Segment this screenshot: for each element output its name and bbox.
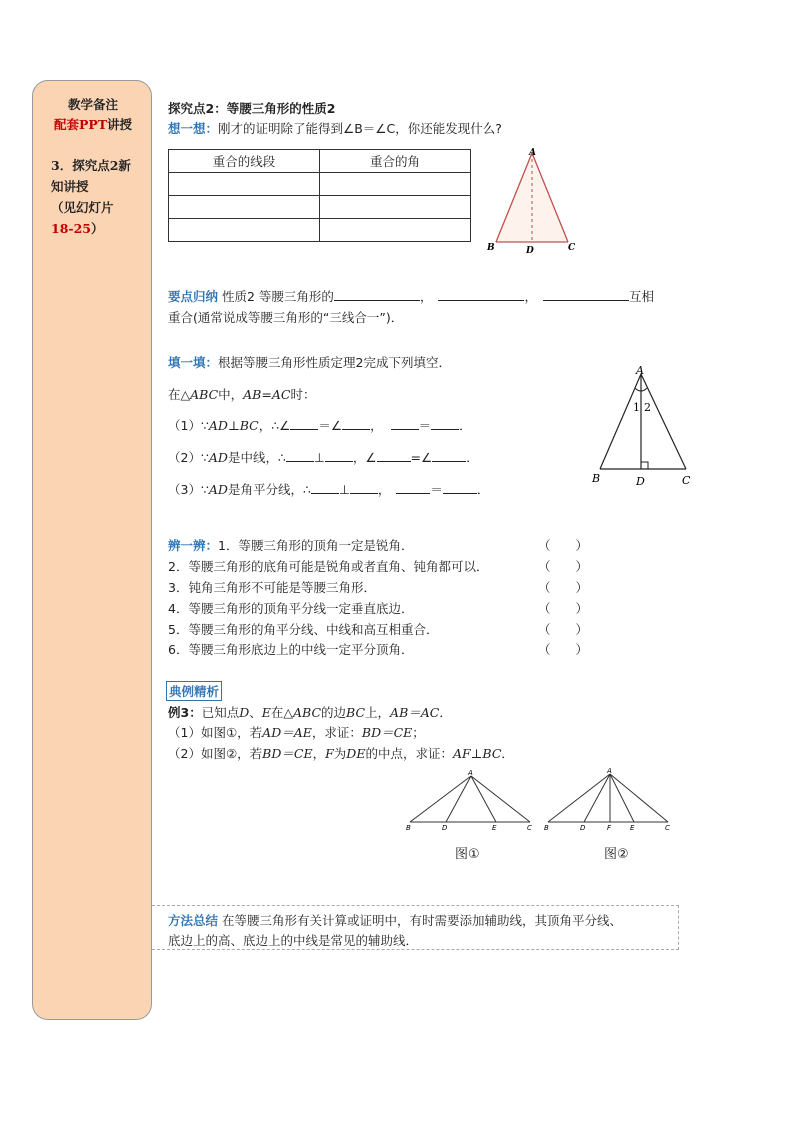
blank[interactable]	[431, 417, 459, 430]
label-b: B	[406, 824, 411, 832]
judge-item-3: 3．钝角三角形不可能是等腰三角形．	[168, 580, 376, 595]
keypoint-sep2: ，	[524, 289, 537, 304]
right-angle-mark	[641, 462, 648, 469]
text: 上，	[365, 705, 391, 720]
think-line	[168, 119, 502, 137]
blank[interactable]	[443, 481, 477, 494]
text: ⊥	[313, 450, 325, 465]
sidebar-title: 教学备注	[67, 97, 118, 112]
keypoint-line2: 重合(通常说成等腰三角形的“三线合一”)．	[168, 310, 404, 325]
table-cell	[169, 196, 320, 219]
summary-text: 在等腰三角形有关计算或证明中，有时需要添加辅助线，其顶角平分线、	[222, 913, 623, 928]
judge-item-6: 6．等腰三角形底边上的中线一定平分顶角．	[168, 642, 414, 657]
text: AD	[208, 482, 228, 497]
isosceles-triangle-figure	[484, 144, 584, 256]
text: ．	[466, 450, 479, 465]
text: （1）如图①，若	[168, 725, 263, 740]
label-c: C	[665, 824, 670, 832]
text: ABC	[190, 387, 219, 402]
text: 的中点，求证：	[365, 746, 453, 761]
text: （3）∵	[168, 482, 209, 497]
text: F	[325, 746, 334, 761]
label-f: F	[607, 824, 612, 832]
side-ac	[641, 374, 686, 469]
text: 的边	[321, 705, 347, 720]
header-angles: 重合的角	[320, 150, 471, 173]
text: 在△	[168, 387, 191, 402]
example-statement	[168, 703, 452, 721]
summary-label: 方法总结	[168, 913, 219, 928]
overlap-table	[168, 149, 471, 242]
label-c: C	[527, 824, 532, 832]
blank[interactable]	[543, 288, 629, 301]
figure-1	[400, 766, 540, 834]
example-part2	[168, 744, 514, 762]
text: AD⊥BC	[208, 418, 259, 433]
answer-paren[interactable]: （ ）	[538, 622, 589, 637]
text: AF⊥BC	[452, 746, 502, 761]
fill-label: 填一填：	[168, 355, 219, 370]
text: ．	[476, 482, 490, 497]
fill-intro	[168, 385, 315, 403]
fill-text: 根据等腰三角形性质定理2完成下列填空．	[218, 355, 451, 370]
fill-q3	[168, 480, 489, 498]
answer-paren[interactable]: （ ）	[538, 559, 589, 574]
segment-ac	[471, 776, 530, 822]
fill-q2	[168, 448, 479, 466]
judge-item-4: 4．等腰三角形的顶角平分线一定垂直底边．	[168, 601, 414, 616]
text: 中，	[218, 387, 244, 402]
text: =∠	[410, 450, 433, 465]
segment-ab	[548, 774, 610, 822]
judge-item-2: 2．等腰三角形的底角可能是锐角或者直角、钝角都可以．	[168, 559, 489, 574]
keypoint-text: 性质2 等腰三角形的	[222, 289, 334, 304]
segment-ad	[584, 774, 610, 822]
text: AB=AC	[243, 387, 291, 402]
table-row	[169, 219, 471, 242]
segment-ac	[610, 774, 668, 822]
label-d: D	[526, 246, 534, 256]
text: 已知点	[201, 705, 240, 720]
sidebar-note-close: ）	[90, 221, 104, 236]
text: ．	[501, 746, 514, 761]
label-a: A	[529, 148, 536, 158]
label-b: B	[544, 824, 549, 832]
label-c: C	[682, 474, 691, 487]
label-angle-2: 2	[644, 401, 651, 414]
text: 是中线，∴	[227, 450, 286, 465]
think-text: 刚才的证明除了能得到∠B＝∠C，你还能发现什么?	[218, 121, 502, 136]
sidebar-note-line4	[51, 218, 147, 239]
blank[interactable]	[342, 417, 370, 430]
table-cell	[169, 173, 320, 196]
sidebar-note-slides: 18-25	[51, 221, 91, 236]
text: ＝	[430, 482, 443, 497]
section-heading: 探究点2：等腰三角形的性质2	[168, 101, 336, 116]
text: 、	[249, 705, 262, 720]
blank[interactable]	[438, 288, 524, 301]
text: ABC	[293, 705, 322, 720]
table-row	[169, 196, 471, 219]
text: AD	[208, 450, 228, 465]
answer-paren[interactable]: （ ）	[538, 601, 589, 616]
example-label: 例3：	[168, 705, 202, 720]
label-c: C	[568, 243, 576, 253]
text: E	[261, 705, 271, 720]
text: ，	[377, 482, 391, 497]
text: ＝	[418, 418, 432, 433]
fill-heading	[168, 353, 451, 371]
blank[interactable]	[325, 449, 353, 462]
judge-item-5: 5．等腰三角形的角平分线、中线和高互相重合．	[168, 622, 439, 637]
text: AB＝AC	[390, 705, 440, 720]
header-segments: 重合的线段	[169, 150, 320, 173]
table-cell	[320, 173, 471, 196]
sidebar-subtitle-red: 配套PPT	[53, 117, 108, 132]
text: ．	[459, 418, 472, 433]
text: 在△	[270, 705, 294, 720]
text: （1）∵	[168, 418, 209, 433]
text: ．	[439, 705, 452, 720]
text: ，求证：	[311, 725, 362, 740]
segment-ae	[610, 774, 634, 822]
figure-2-caption: 图②	[604, 847, 629, 862]
text: DE	[346, 746, 366, 761]
judge-text: 1．等腰三角形的顶角一定是锐角．	[218, 538, 414, 553]
text: （2）如图②，若	[168, 746, 263, 761]
table-cell	[169, 219, 320, 242]
sidebar-note-line3: （见幻灯片	[51, 200, 114, 215]
segment-ad	[446, 776, 471, 822]
blank[interactable]	[432, 449, 466, 462]
blank[interactable]	[377, 449, 411, 462]
keypoint-line1	[168, 287, 654, 305]
text: ，	[312, 746, 326, 761]
triangle-abc-altitude-figure	[586, 362, 696, 490]
label-d: D	[636, 475, 645, 488]
table-cell	[320, 219, 471, 242]
table-header-row	[169, 150, 471, 173]
keypoint-end: 互相	[628, 289, 654, 304]
label-a: A	[468, 769, 473, 777]
sidebar-subtitle-black: 讲授	[107, 117, 133, 132]
table-row	[169, 173, 471, 196]
fill-q1	[168, 416, 472, 434]
text: D	[239, 705, 250, 720]
text: （2）∵	[168, 450, 209, 465]
text: 是角平分线，∴	[227, 482, 311, 497]
label-d: D	[580, 824, 586, 832]
text: BC	[346, 705, 366, 720]
sidebar-note	[51, 155, 147, 239]
answer-paren[interactable]: （ ）	[538, 580, 589, 595]
label-angle-1: 1	[633, 401, 640, 414]
blank[interactable]	[290, 417, 318, 430]
label-d: D	[442, 824, 448, 832]
segment-ae	[471, 776, 496, 822]
think-label: 想一想：	[168, 121, 219, 136]
label-a: A	[636, 364, 644, 377]
judge-label: 辨一辨：	[168, 538, 219, 553]
text: 为	[333, 746, 347, 761]
answer-paren[interactable]: （ ）	[538, 642, 589, 657]
text: ⊥	[338, 482, 350, 497]
label-b: B	[487, 243, 495, 253]
blank[interactable]	[350, 481, 378, 494]
figure-1-caption: 图①	[455, 847, 480, 862]
blank[interactable]	[311, 481, 339, 494]
answer-paren[interactable]: （ ）	[538, 538, 589, 553]
text: AD＝AE	[262, 725, 312, 740]
text: ＝∠	[318, 418, 343, 433]
text: ，∠	[352, 450, 377, 465]
blank[interactable]	[334, 288, 420, 301]
text: 时：	[290, 387, 316, 402]
sidebar-subtitle	[33, 115, 153, 133]
label-a: A	[607, 767, 612, 775]
example-tag: 典例精析	[166, 681, 222, 701]
sidebar-note-line2: 知讲授	[51, 179, 89, 194]
summary-line1	[168, 911, 622, 929]
blank[interactable]	[391, 417, 419, 430]
blank[interactable]	[286, 449, 314, 462]
table-cell	[320, 196, 471, 219]
summary-line2: 底边上的高、底边上的中线是常见的辅助线．	[168, 933, 419, 948]
label-e: E	[492, 824, 497, 832]
text: BD＝CE	[262, 746, 313, 761]
keypoint-sep1: ，	[419, 289, 433, 304]
text: ，	[370, 418, 383, 433]
text: BD＝CE	[361, 725, 413, 740]
keypoint-label: 要点归纳	[168, 289, 219, 304]
label-b: B	[592, 472, 601, 485]
segment-ab	[410, 776, 471, 822]
text: ；	[412, 725, 425, 740]
sidebar-note-line1: 3．探究点2新	[51, 158, 131, 173]
label-e: E	[630, 824, 635, 832]
figure-2	[538, 766, 678, 834]
teaching-notes-sidebar	[32, 80, 152, 1020]
blank[interactable]	[396, 481, 430, 494]
text: ，∴∠	[258, 418, 291, 433]
example-part1	[168, 723, 425, 741]
judge-item-1	[168, 536, 413, 554]
